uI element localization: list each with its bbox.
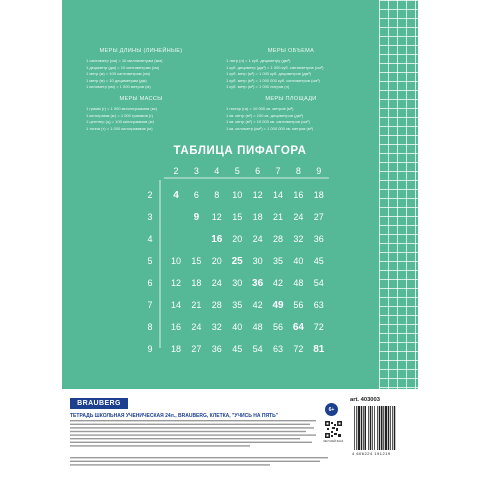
footer bbox=[62, 389, 418, 480]
table-header-cell: 8 bbox=[295, 166, 301, 176]
measure-row: 1 метр (м) = 100 сантиметрам (см) bbox=[86, 71, 151, 77]
table-cell: 32 bbox=[293, 234, 304, 244]
table-cell: 63 bbox=[272, 344, 284, 354]
table-cell: 54 bbox=[252, 344, 263, 354]
table-cell: 12 bbox=[211, 212, 222, 222]
measure-row: 1 метр (м) = 10 дециметрам (дм) bbox=[86, 77, 147, 83]
table-square-cell: 36 bbox=[252, 278, 264, 289]
pythagoras-title: ТАБЛИЦА ПИФАГОРА bbox=[173, 145, 307, 157]
table-cell: 10 bbox=[170, 256, 182, 266]
volume-measures-title: МЕРЫ ОБЪЕМА bbox=[267, 48, 315, 54]
barcode-icon bbox=[354, 406, 406, 450]
table-square-cell: 25 bbox=[231, 256, 243, 267]
table-cell: 42 bbox=[272, 278, 284, 288]
mass-measures-title: МЕРЫ МАССЫ bbox=[119, 96, 163, 102]
table-cell: 27 bbox=[313, 212, 324, 222]
table-square-cell: 16 bbox=[211, 234, 223, 245]
fine-print bbox=[70, 420, 318, 456]
barcode-bar bbox=[377, 406, 378, 450]
table-cell: 18 bbox=[252, 212, 263, 222]
table-square-cell: 4 bbox=[173, 190, 179, 201]
table-cell: 24 bbox=[191, 322, 202, 332]
table-cell: 27 bbox=[191, 344, 202, 354]
table-cell: 45 bbox=[313, 256, 324, 266]
barcode-bar bbox=[381, 406, 383, 450]
barcode-bar bbox=[392, 406, 393, 450]
table-cell: 24 bbox=[293, 212, 304, 222]
table-row-label: 6 bbox=[147, 278, 153, 288]
measure-row: 1 гектар (га) = 10 000 кв. метров (м²) bbox=[226, 106, 294, 112]
table-header-cell: 3 bbox=[193, 166, 199, 176]
fine-print-secondary bbox=[70, 457, 330, 473]
table-cell: 21 bbox=[191, 300, 202, 310]
table-header-cell: 6 bbox=[255, 166, 261, 176]
table-row-label: 9 bbox=[147, 344, 153, 354]
table-cell: 18 bbox=[170, 344, 182, 354]
brand bbox=[70, 398, 128, 409]
table-cell: 28 bbox=[211, 300, 222, 310]
table-square-cell: 9 bbox=[193, 212, 200, 223]
table-row-label: 4 bbox=[147, 234, 153, 244]
table-cell: 18 bbox=[313, 190, 324, 200]
barcode-bar bbox=[383, 406, 384, 450]
table-square-cell: 64 bbox=[292, 322, 304, 333]
table-header-cell: 5 bbox=[234, 166, 240, 176]
measure-row: 1 литр (л) = 1 куб. дециметру (дм³) bbox=[226, 58, 291, 64]
table-cell: 16 bbox=[293, 190, 304, 200]
table-header-cell: 4 bbox=[214, 166, 220, 176]
barcode-bar bbox=[388, 406, 390, 450]
barcode-bar bbox=[385, 406, 387, 450]
table-row-label: 7 bbox=[147, 300, 153, 310]
pythagoras-table bbox=[62, 0, 418, 389]
measure-row: 1 сантиметр (см) = 10 миллиметрам (мм) bbox=[86, 58, 163, 64]
table-cell: 20 bbox=[211, 256, 222, 266]
table-cell: 40 bbox=[293, 256, 304, 266]
barcode-bar bbox=[370, 406, 372, 450]
barcode-bar bbox=[361, 406, 363, 450]
table-cell: 16 bbox=[170, 322, 182, 332]
table-cell: 12 bbox=[252, 190, 263, 200]
notebook-cover bbox=[62, 0, 418, 480]
barcode-bar bbox=[365, 406, 367, 450]
table-row-label: 2 bbox=[147, 190, 153, 200]
table-cell: 72 bbox=[293, 344, 304, 354]
measure-row: 1 тонна (т) = 1 000 килограммов (кг) bbox=[86, 125, 153, 131]
barcode-bar bbox=[363, 406, 364, 450]
age-rating-badge: 6+ bbox=[325, 403, 338, 416]
table-cell: 32 bbox=[211, 322, 222, 332]
table-row-label: 5 bbox=[147, 256, 153, 266]
fine-print-lines bbox=[70, 420, 318, 454]
barcode-bar bbox=[372, 406, 373, 450]
table-cell: 30 bbox=[252, 256, 263, 266]
table-cell: 56 bbox=[293, 300, 304, 310]
table-cell: 72 bbox=[313, 322, 324, 332]
table-cell: 40 bbox=[232, 322, 243, 332]
measure-row: 1 куб. метр (м³) = 1 000 000 куб. сантиметров (см³) bbox=[226, 77, 320, 83]
table-header-cell: 7 bbox=[275, 166, 281, 176]
barcode-bar bbox=[379, 406, 381, 450]
table-cell: 14 bbox=[272, 190, 284, 200]
table-cell: 36 bbox=[211, 344, 222, 354]
table-cell: 18 bbox=[191, 278, 202, 288]
table-cell: 15 bbox=[232, 212, 243, 222]
table-cell: 15 bbox=[191, 256, 202, 266]
table-cell: 35 bbox=[232, 300, 243, 310]
barcode-bar bbox=[390, 406, 391, 450]
barcode-number: 4 606224 191219 bbox=[352, 451, 391, 456]
table-square-cell: 49 bbox=[272, 300, 284, 311]
table-header-cell: 2 bbox=[173, 166, 179, 176]
brand-logo: BRAUBERG bbox=[70, 398, 128, 409]
table-cell: 14 bbox=[170, 300, 182, 310]
table-cell: 36 bbox=[313, 234, 324, 244]
fine-print-lines bbox=[70, 457, 330, 471]
measure-row: 1 центнер (ц) = 100 килограммов (кг) bbox=[86, 119, 155, 125]
barcode-bar bbox=[368, 406, 369, 450]
table-row-label: 8 bbox=[147, 322, 153, 332]
table-cell: 20 bbox=[232, 234, 243, 244]
table-cell: 54 bbox=[313, 278, 324, 288]
area-measures-title: МЕРЫ ПЛОЩАДИ bbox=[265, 96, 317, 102]
barcode-bar bbox=[358, 406, 360, 450]
measure-row: 1 куб. дециметр (дм³) = 1 000 куб. сантиметров (см³) bbox=[226, 64, 324, 70]
measure-row: 1 дециметр (дм) = 10 сантиметрам (см) bbox=[86, 64, 160, 70]
length-measures-title: МЕРЫ ДЛИНЫ (ЛИНЕЙНЫЕ) bbox=[99, 48, 183, 54]
barcode-bar bbox=[394, 406, 396, 450]
measure-row: 1 куб. метр (м³) = 1 000 литров (л) bbox=[226, 84, 290, 90]
qr-label: ЧЕСТНЫЙ ЗНАК bbox=[323, 440, 344, 443]
table-cell: 45 bbox=[232, 344, 243, 354]
barcode-bar bbox=[354, 406, 355, 450]
barcode-bar bbox=[356, 406, 357, 450]
table-header-cell: 9 bbox=[316, 166, 322, 176]
table-cell: 8 bbox=[214, 190, 220, 200]
measure-row: 1 кв. километр (км²) = 1 000 000 кв. метров (м²) bbox=[226, 125, 314, 131]
table-cell: 30 bbox=[232, 278, 243, 288]
table-cell: 10 bbox=[232, 190, 243, 200]
table-cell: 12 bbox=[170, 278, 182, 288]
table-cell: 56 bbox=[272, 322, 284, 332]
measure-row: 1 грамм (г) = 1 000 миллиграммов (мг) bbox=[86, 106, 158, 112]
table-row-label: 3 bbox=[147, 212, 153, 222]
barcode-bar bbox=[374, 406, 375, 450]
table-cell: 35 bbox=[272, 256, 284, 266]
table-cell: 48 bbox=[293, 278, 304, 288]
table-cell: 6 bbox=[193, 190, 199, 200]
table-cell: 21 bbox=[272, 212, 284, 222]
measure-row: 1 килограмм (кг) = 1 000 граммов (г) bbox=[86, 112, 153, 118]
measure-row: 1 кв. метр (м²) = 100 кв. дециметров (дм²) bbox=[226, 112, 304, 118]
table-cell: 24 bbox=[252, 234, 263, 244]
product-title: ТЕТРАДЬ ШКОЛЬНАЯ УЧЕНИЧЕСКАЯ 24л., BRAUBERG, КЛЕТКА, "УЧИСЬ НА ПЯТЬ" bbox=[70, 413, 279, 419]
table-square-cell: 81 bbox=[313, 344, 325, 355]
table-cell: 24 bbox=[211, 278, 222, 288]
table-cell: 48 bbox=[252, 322, 263, 332]
measure-row: 1 километр (км) = 1 000 метров (м) bbox=[86, 84, 151, 90]
article-number: art. 403003 bbox=[350, 397, 380, 403]
table-cell: 63 bbox=[313, 300, 324, 310]
measure-row: 1 куб. метр (м³) = 1 000 куб. дециметров (дм³) bbox=[226, 71, 312, 77]
table-cell: 28 bbox=[272, 234, 284, 244]
measure-row: 1 кв. метр (м²) = 10 000 кв. сантиметров (см²) bbox=[226, 119, 310, 125]
table-cell: 42 bbox=[252, 300, 263, 310]
qr-code-icon bbox=[325, 421, 342, 438]
